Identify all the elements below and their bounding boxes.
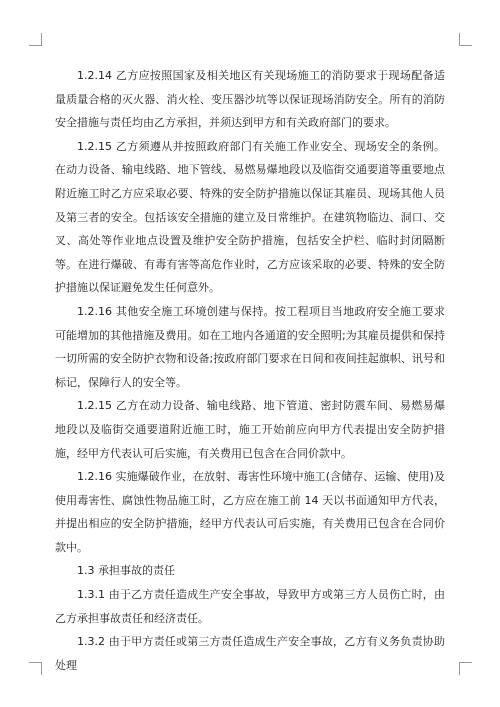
paragraph-1-3-2: 1.3.2 由于甲方责任或第三方责任造成生产安全事故，乙方有义务负责协助处理 xyxy=(55,635,445,672)
section-heading-1-3: 1.3 承担事故的责任 xyxy=(77,564,175,578)
paragraph-1-2-15-b: 1.2.15 乙方在动力设备、输电线路、地下管道、密封防震车间、易燃易爆地段以及临街交通要道附近施工时，施工开始前应向甲方代表提出安全防护措施，经甲方代表认可后实施，有关费用已包含在合同价款中。 xyxy=(55,399,445,460)
crop-mark-top-left xyxy=(29,33,42,46)
paragraph-1-2-16-b: 1.2.16 实施爆破作业，在放射、毒害性环境中施工(含储存、运输、使用)及使用毒害性、腐蚀性物品施工时，乙方应在施工前 14 天以书面通知甲方代表，并提出相应的安全防护措施，经甲方代表认可后实施，有关费用已包含在合同价款中。 xyxy=(55,470,445,554)
paragraph-1-2-15-a: 1.2.15 乙方须遵从并按照政府部门有关施工作业安全、现场安全的条例。在动力设备、输电线路、地下管线、易燃易爆地段以及临街交通要道等重要地点附近施工时乙方应采取必要、特殊的安全防护措施以保证其雇员、现场其他人员及第三者的安全。包括该安全措施的建立及日常维护。在建筑物临边、洞口、交叉、高处等作业地点设置及维护安全防护措施，包括安全护栏、临时封闭隔断等。在进行爆破、有毒有害等高危作业时，乙方应该采取的必要、特殊的安全防护措施以保证避免发生任何意外。 xyxy=(55,139,445,295)
paragraph-1-3-1: 1.3.1 由于乙方责任造成生产安全事故，导致甲方或第三方人员伤亡时，由乙方承担事故责任和经济责任。 xyxy=(55,588,445,625)
crop-mark-bottom-left xyxy=(29,662,42,675)
crop-mark-bottom-right xyxy=(459,662,472,675)
document-body xyxy=(55,64,445,677)
paragraph-1-2-16-a: 1.2.16 其他安全施工环境创建与保持。按工程项目当地政府安全施工要求可能增加的其他措施及费用。如在工地内各通道的安全照明;为其雇员提供和保持一切所需的安全防护衣物和设备;按政府部门要求在日间和夜间挂起旗帜、讯号和标记，保障行人的安全等。 xyxy=(55,304,445,389)
crop-mark-top-right xyxy=(459,33,472,46)
paragraph-1-2-14: 1.2.14 乙方应按照国家及相关地区有关现场施工的消防要求于现场配备适量质量合格的灭火器、消火栓、变压器沙坑等以保证现场消防安全。所有的消防安全措施与责任均由乙方承担，并须达到甲方和有关政府部门的要求。 xyxy=(55,69,445,130)
